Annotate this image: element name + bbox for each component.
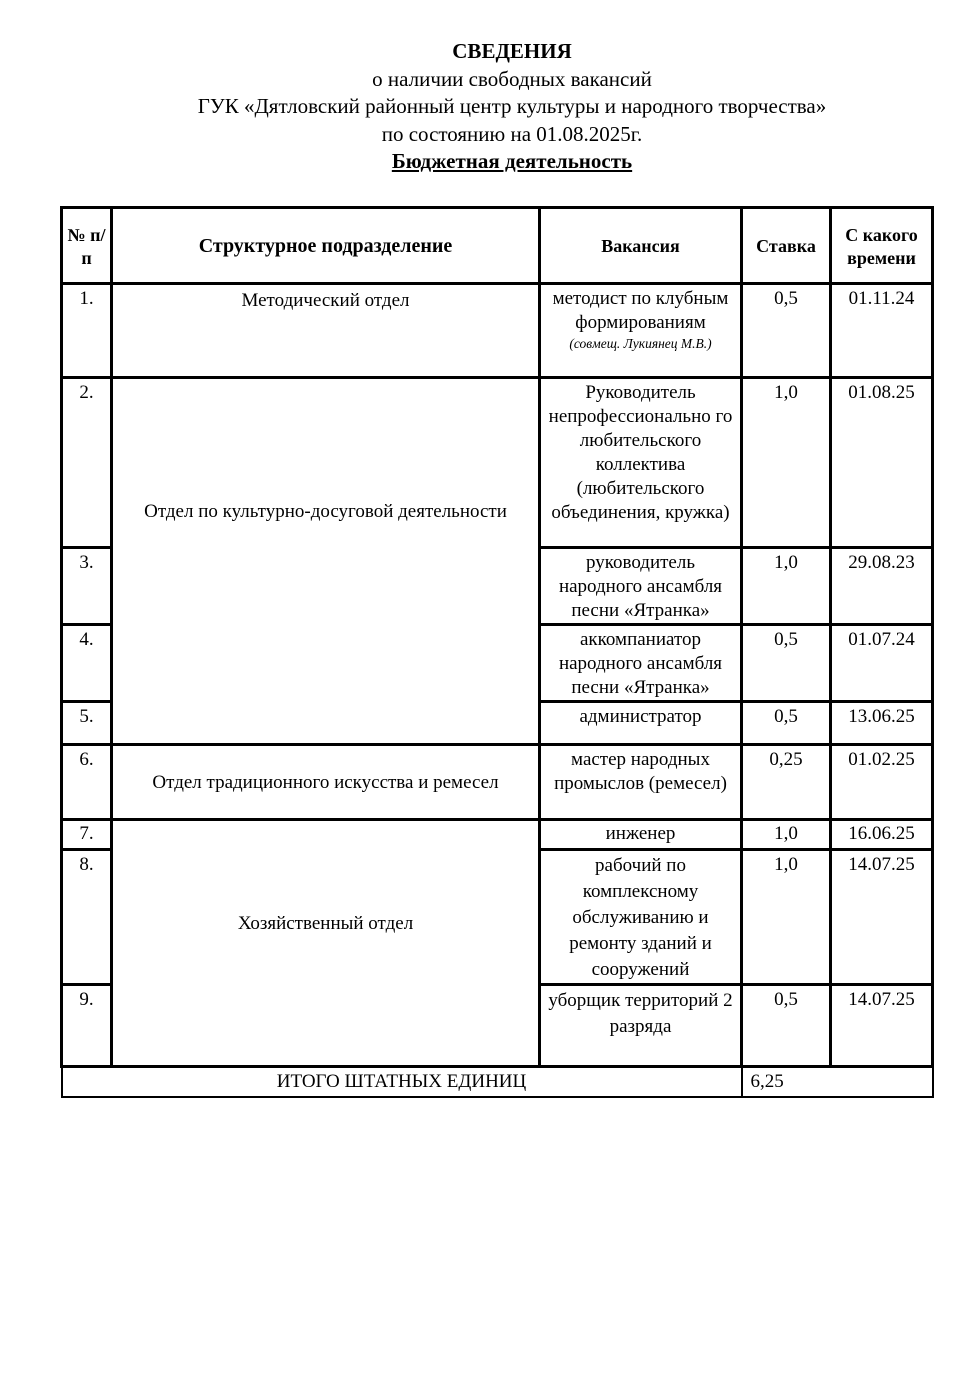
- department-cell: Хозяйственный отдел: [112, 820, 540, 1067]
- since-cell: 01.07.24: [831, 625, 933, 702]
- row-num: 1.: [62, 284, 112, 378]
- row-num: 2.: [62, 378, 112, 548]
- row-num: 5.: [62, 702, 112, 745]
- vacancy-cell: уборщик территорий 2 разряда: [540, 985, 742, 1067]
- rate-cell: 0,5: [742, 985, 831, 1067]
- section-heading: Бюджетная деятельность: [391, 149, 633, 173]
- subtitle-line-2: ГУК «Дятловский районный центр культуры и народного творчества»: [197, 94, 827, 118]
- table-row: [62, 378, 933, 548]
- row-num: 8.: [62, 850, 112, 985]
- department-cell: Методический отдел: [112, 284, 540, 378]
- vacancy-text: методист по клубным формированиям: [552, 288, 729, 333]
- subtitle-line-1: о наличии свободных вакансий: [372, 66, 652, 91]
- since-cell: 01.02.25: [831, 745, 933, 820]
- department-cell: Отдел традиционного искусства и ремесел: [112, 745, 540, 820]
- vacancy-cell: инженер: [540, 820, 742, 850]
- rate-cell: 1,0: [742, 850, 831, 985]
- table-row: [62, 284, 933, 378]
- vacancy-cell: Руководитель непрофессионально го любительского коллектива (любительского объединения, кружка): [540, 378, 742, 548]
- document-header: [0, 38, 976, 176]
- row-num: 6.: [62, 745, 112, 820]
- since-cell: 13.06.25: [831, 702, 933, 745]
- vacancy-cell: рабочий по комплексному обслуживанию и ремонту зданий и сооружений: [540, 850, 742, 985]
- total-label: ИТОГО ШТАТНЫХ ЕДИНИЦ: [62, 1067, 742, 1098]
- rate-cell: 0,5: [742, 625, 831, 702]
- header-dept: Структурное подразделение: [112, 208, 540, 284]
- vacancy-cell: [540, 284, 742, 378]
- row-num: 3.: [62, 548, 112, 625]
- vacancy-cell: мастер народных промыслов (ремесел): [540, 745, 742, 820]
- vacancy-note: (совмещ. Лукиянец М.В.): [569, 336, 712, 351]
- row-num: 4.: [62, 625, 112, 702]
- rate-cell: 0,5: [742, 284, 831, 378]
- rate-cell: 1,0: [742, 378, 831, 548]
- header-num: № п/п: [62, 208, 112, 284]
- table-row: [62, 745, 933, 820]
- table-header-row: [62, 208, 933, 284]
- vacancy-cell: аккомпаниатор народного ансамбля песни «Ятранка»: [540, 625, 742, 702]
- row-num: 7.: [62, 820, 112, 850]
- header-rate: Ставка: [742, 208, 831, 284]
- header-since: С какого времени: [831, 208, 933, 284]
- since-cell: 01.08.25: [831, 378, 933, 548]
- rate-cell: 0,5: [742, 702, 831, 745]
- since-cell: 16.06.25: [831, 820, 933, 850]
- table-row: [62, 820, 933, 850]
- vacancy-cell: руководитель народного ансамбля песни «Ятранка»: [540, 548, 742, 625]
- rate-cell: 1,0: [742, 548, 831, 625]
- since-cell: 14.07.25: [831, 985, 933, 1067]
- row-num: 9.: [62, 985, 112, 1067]
- since-cell: 29.08.23: [831, 548, 933, 625]
- vacancies-table: [60, 206, 934, 1098]
- vacancy-cell: администратор: [540, 702, 742, 745]
- rate-cell: 0,25: [742, 745, 831, 820]
- total-value: 6,25: [742, 1067, 933, 1098]
- rate-cell: 1,0: [742, 820, 831, 850]
- total-row: [62, 1067, 933, 1098]
- department-cell: Отдел по культурно-досуговой деятельности: [112, 378, 540, 745]
- subtitle-line-3: по состоянию на 01.08.2025г.: [381, 121, 643, 146]
- header-vacancy: Вакансия: [540, 208, 742, 284]
- since-cell: 01.11.24: [831, 284, 933, 378]
- since-cell: 14.07.25: [831, 850, 933, 985]
- document-title: СВЕДЕНИЯ: [452, 39, 572, 63]
